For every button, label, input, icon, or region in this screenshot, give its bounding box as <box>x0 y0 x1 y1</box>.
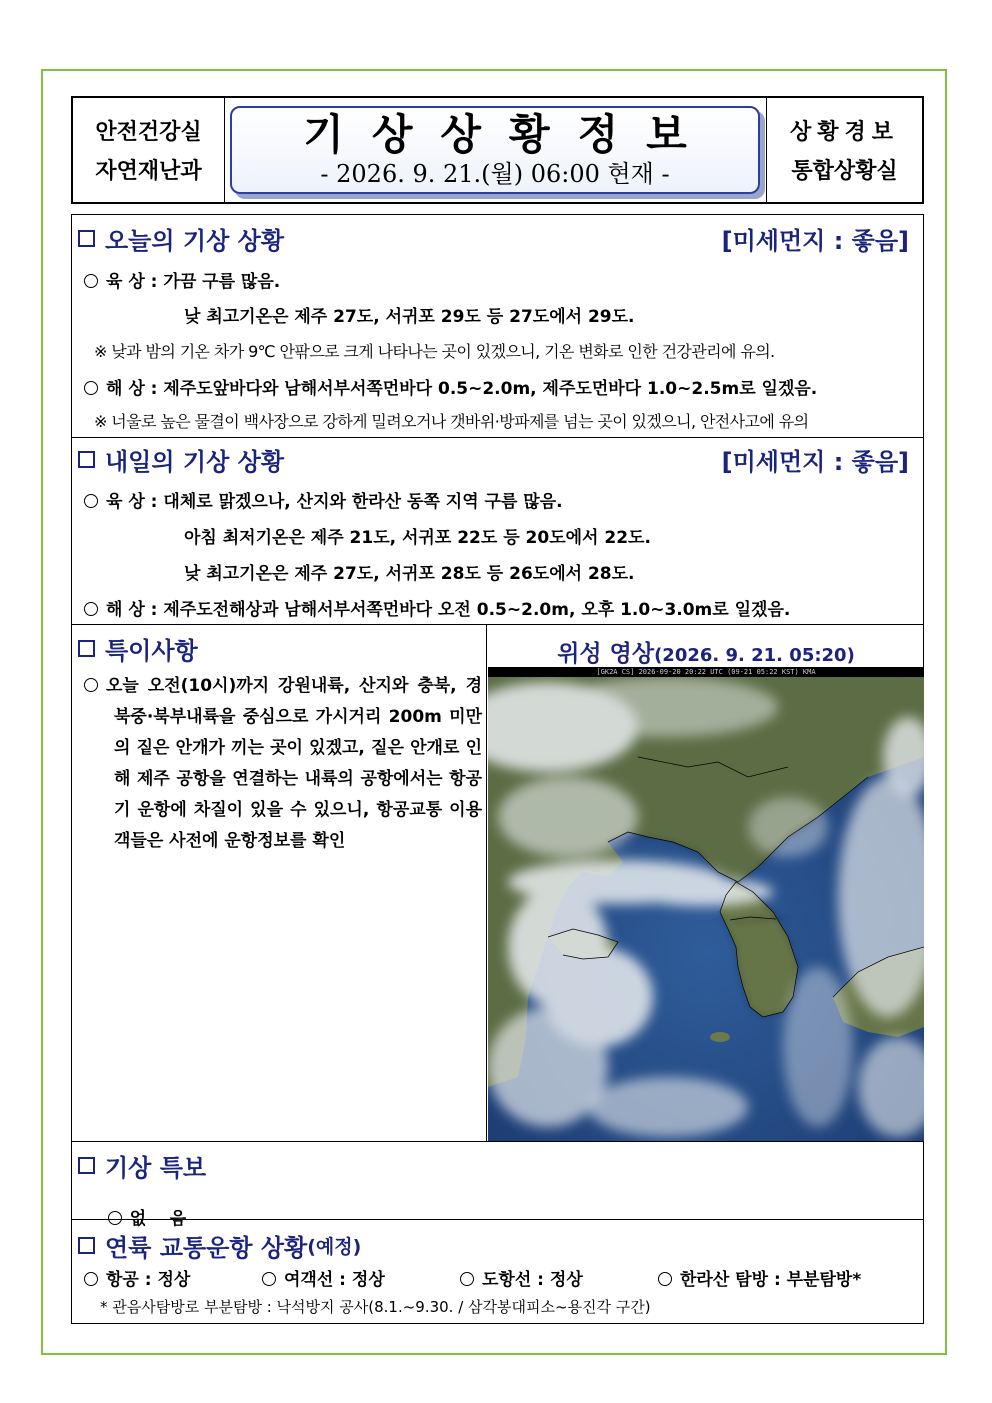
office-line1: 상황경보 <box>789 120 899 145</box>
special-notes-text: 오늘 오전(10시)까지 강원내륙, 산지와 충북, 경북중·북부내륙을 중심으로 가시거리 200m 미만의 짙은 안개가 끼는 곳이 있겠고, 짙은 안개로 인해 제주 공항을 연결하는 내륙의 공항에서는 항공기 운항에 차질이 있을 수 있으니, 항공교통 이용객들은 사전에 운항정보를 확인 <box>84 671 482 857</box>
satellite-caption: [GK2A CS] 2026-09-20 20:22 UTC (09-21 05:22 KST) KMA <box>488 667 924 677</box>
checkbox-square-icon <box>78 640 95 657</box>
tomorrow-section <box>71 438 924 625</box>
warning-item: 없 음 <box>84 1184 186 1249</box>
satellite-image <box>488 667 924 1141</box>
today-land-line: 육 상 : 가끔 구름 많음. <box>84 267 280 292</box>
traffic-item-hallasan: 한라산 탐방 : 부분탐방* <box>658 1265 861 1290</box>
traffic-item-ferry: 여객선 : 정상 <box>262 1265 385 1290</box>
traffic-section <box>71 1220 924 1324</box>
page-title: 기상상황정보 <box>303 110 715 159</box>
office-line2: 통합상황실 <box>791 159 898 184</box>
today-note-temperature: ※ 낮과 밤의 기온 차가 9℃ 안팎으로 크게 나타나는 곳이 있겠으니, 기온 변화로 인한 건강관리에 유의. <box>94 342 775 361</box>
checkbox-square-icon <box>78 451 95 468</box>
title-box <box>230 106 760 194</box>
circle-bullet-icon <box>84 1272 98 1286</box>
tomorrow-fine-dust: [미세먼지 : 좋음] <box>721 448 909 476</box>
today-sea-line: 해 상 : 제주도앞바다와 남해서부서쪽먼바다 0.5~2.0m, 제주도먼바다 1.0~2.5m로 일겠음. <box>84 374 817 399</box>
tomorrow-min-temp: 아침 최저기온은 제주 21도, 서귀포 22도 등 20도에서 22도. <box>184 528 651 548</box>
circle-bullet-icon <box>84 678 98 692</box>
department-line1: 안전건강실 <box>95 120 202 145</box>
warning-section <box>71 1142 924 1229</box>
warning-section-title: 기상 특보 <box>78 1148 206 1183</box>
traffic-item-airport: 항공 : 정상 <box>84 1265 190 1290</box>
department-box <box>73 98 225 202</box>
checkbox-square-icon <box>78 1237 95 1254</box>
tomorrow-sea-line: 해 상 : 제주도전해상과 남해서부서쪽먼바다 오전 0.5~2.0m, 오후 1.0~3.0m로 일겠음. <box>84 595 790 620</box>
traffic-footnote: * 관음사탐방로 부분탐방 : 낙석방지 공사(8.1.~9.30. / 삼각봉대피소~용진각 구간) <box>100 1298 651 1316</box>
checkbox-square-icon <box>78 1157 95 1174</box>
today-note-swell: ※ 너울로 높은 물결이 백사장으로 강하게 밀려오거나 갯바위·방파제를 넘는 곳이 있겠으니, 안전사고에 유의 <box>94 412 809 431</box>
traffic-item-island-ferry: 도항선 : 정상 <box>460 1265 583 1290</box>
checkbox-square-icon <box>78 230 95 247</box>
circle-bullet-icon <box>658 1272 672 1286</box>
traffic-section-title: 연륙 교통운항 상황 (예정) <box>78 1228 361 1263</box>
today-section-title: 오늘의 기상 상황 <box>78 221 284 256</box>
special-section-title: 특이사항 <box>78 631 198 666</box>
tomorrow-section-title: 내일의 기상 상황 <box>78 442 284 477</box>
report-datetime: - 2026. 9. 21.(월) 06:00 현재 - <box>320 160 670 188</box>
circle-bullet-icon <box>84 602 98 616</box>
today-fine-dust: [미세먼지 : 좋음] <box>721 227 909 255</box>
satellite-title: 위성 영상(2026. 9. 21. 05:20) <box>557 641 855 667</box>
tomorrow-max-temp: 낮 최고기온은 제주 27도, 서귀포 28도 등 26도에서 28도. <box>184 564 635 584</box>
today-land-temp: 낮 최고기온은 제주 27도, 서귀포 29도 등 27도에서 29도. <box>184 307 635 327</box>
special-notes-panel <box>72 625 487 1141</box>
today-section <box>71 214 924 438</box>
circle-bullet-icon <box>262 1272 276 1286</box>
tomorrow-land-line: 육 상 : 대체로 맑겠으나, 산지와 한라산 동쪽 지역 구름 많음. <box>84 487 563 512</box>
department-line2: 자연재난과 <box>95 159 202 184</box>
circle-bullet-icon <box>84 274 98 288</box>
document-header <box>71 96 924 204</box>
office-box <box>766 98 922 202</box>
circle-bullet-icon <box>460 1272 474 1286</box>
circle-bullet-icon <box>84 494 98 508</box>
special-section <box>71 625 924 1142</box>
circle-bullet-icon <box>84 381 98 395</box>
